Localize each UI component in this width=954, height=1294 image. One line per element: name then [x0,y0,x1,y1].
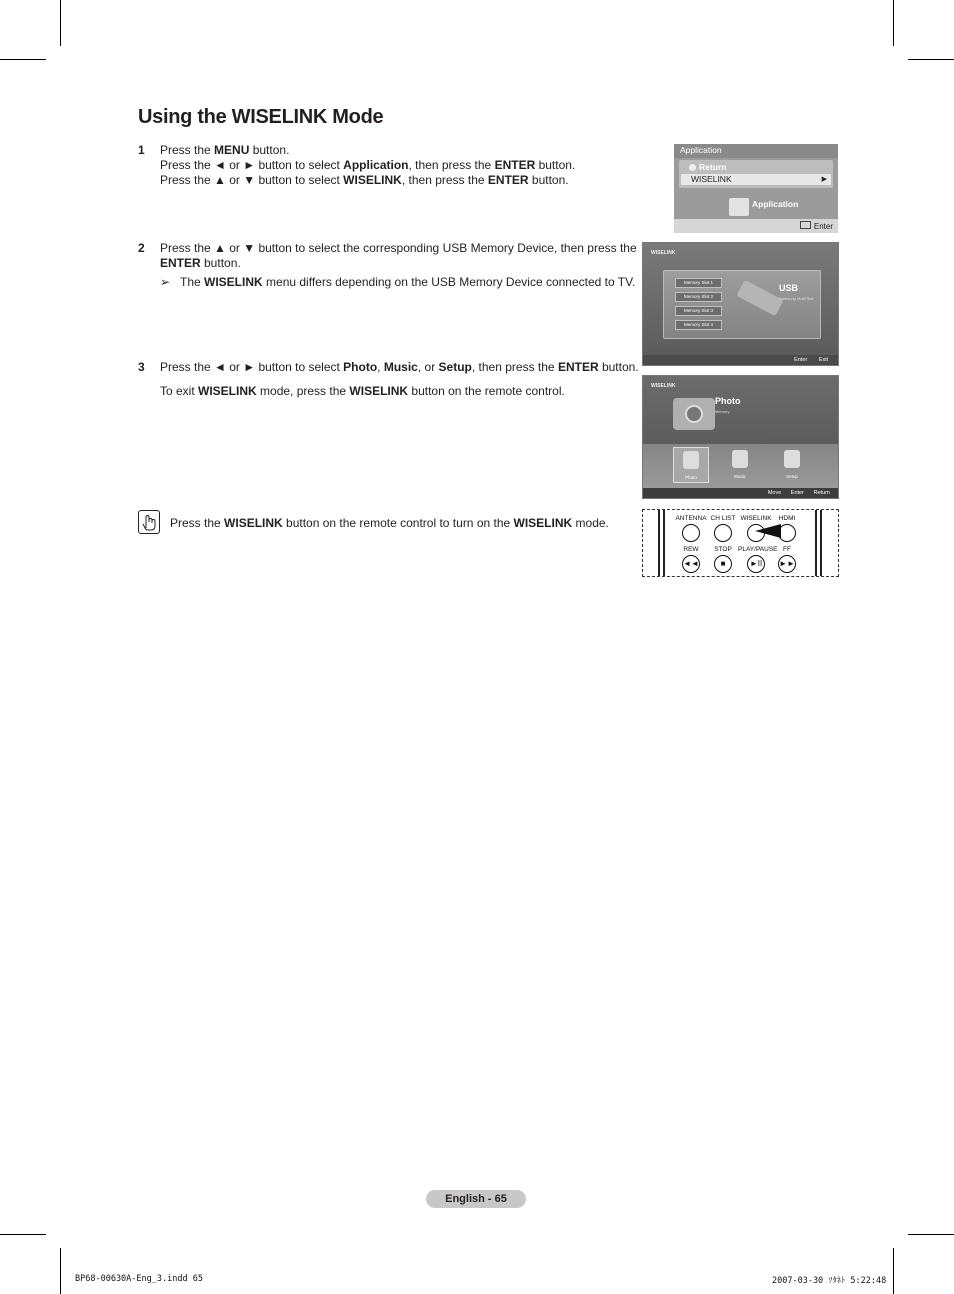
photo-icon [683,451,699,469]
text-run: Press the ◄ or ► button to select [160,158,344,172]
enter-hint [800,221,833,231]
page-number: English - 65 [426,1190,526,1208]
bold-term: MENU [214,143,250,157]
tile-setup [775,447,809,481]
step-lines [160,360,639,375]
crop-mark [60,0,61,46]
screen-footer [643,355,838,365]
usb-sublabel: Samsung Multi Slot [779,296,814,301]
crop-mark [908,59,954,60]
footer-enter: Enter [794,357,808,363]
antenna-label: ANTENNA [675,515,707,522]
memory-slot: Memory Slot 4 [675,320,722,330]
text-line [160,256,637,271]
text-run: To exit [160,384,199,398]
tile-label: Setup [786,474,798,479]
bold-term: WISELINK [343,173,402,187]
pointer-arrow-icon [755,524,781,538]
crop-mark [0,59,46,60]
wiselink-item [681,174,831,185]
tile-label: Music [734,474,746,479]
remote-control-illustration [642,509,839,577]
crop-mark [893,1248,894,1294]
memory-slot: Memory Slot 1 [675,278,722,288]
usb-select-screenshot [642,242,839,366]
text-line [160,143,575,158]
text-run: mode, press the [256,384,350,398]
photo-subheading: Memory [715,409,730,414]
text-run: The [180,275,205,289]
text-line [160,158,575,173]
hand-press-icon [138,510,160,534]
text-run: , then press the [471,360,558,374]
footer-exit: Exit [818,357,828,363]
stop-icon: ■ [714,555,732,573]
application-label: Application [752,199,799,209]
text-run: mode. [572,516,609,530]
crop-mark [60,1248,61,1294]
text-run: Press the ◄ or ► button to select [160,360,344,374]
text-run: button. [535,158,576,172]
step-number: 3 [138,360,145,374]
step-body [160,143,575,188]
photo-heading: Photo [715,396,741,406]
ch-list-label: CH LIST [710,515,736,522]
rewind-icon: ◄◄ [682,555,700,573]
screen-footer [643,488,838,498]
step-body [160,360,639,399]
slug-file: BP68-00630A-Eng_3.indd 65 [75,1274,203,1284]
note [160,275,637,290]
text-run: button. [249,143,290,157]
play-pause-icon: ►II [747,555,765,573]
note-arrow-icon: ➢ [160,275,171,289]
crop-mark [893,0,894,46]
step-body [160,241,637,290]
text-run: button. [598,360,639,374]
remote-edge [663,510,665,576]
text-run: , then press the [401,173,488,187]
enter-label: Enter [813,222,833,231]
text-run: button. [200,256,241,270]
bold-term: ENTER [557,360,599,374]
memory-slot: Memory Slot 3 [675,306,722,316]
menu-header: Application [674,144,838,158]
play-pause-label: PLAY/PAUSE [738,546,778,553]
bold-term: WISELINK [349,384,409,398]
footer-enter: Enter [790,490,804,496]
text-run: button. [528,173,569,187]
remote-edge [658,510,660,576]
camera-icon [673,398,715,430]
text-run: , then press the [408,158,495,172]
wiselink-logo: WISELINK [651,383,676,389]
tile-music [723,447,757,481]
step-1 [138,143,575,188]
usb-drive-icon [736,280,783,317]
bold-term: Setup [438,360,472,374]
crop-mark [0,1234,46,1235]
category-band [643,444,838,488]
bold-term: ENTER [487,173,529,187]
gear-icon [784,450,800,468]
menu-footer [674,219,838,233]
bold-term: WISELINK [198,384,257,398]
fast-forward-icon: ►► [778,555,796,573]
enter-icon [800,221,811,229]
footer-move: Move [767,490,782,496]
text-run: Press the [170,516,225,530]
bold-term: ENTER [494,158,536,172]
text-line [160,360,639,375]
wiselink-logo: WISELINK [651,250,676,256]
tile-photo [673,447,709,483]
return-item [689,162,726,172]
remote-edge [815,510,817,576]
wiselink-main-screenshot [642,375,839,499]
tip-text [170,516,609,531]
step-2 [138,241,637,290]
text-run: button on the remote control. [408,384,565,398]
headphones-icon [732,450,748,468]
text-run: Press the [160,143,215,157]
return-label: Return [699,162,727,172]
bold-term: WISELINK [204,275,263,289]
remote-edge [820,510,822,576]
text-line [160,173,575,188]
note-text [180,275,635,289]
usb-panel [663,270,821,339]
stop-label: STOP [714,546,732,553]
ch-list-button [714,524,732,542]
ff-label: FF [783,546,791,553]
bold-term: WISELINK [513,516,573,530]
step-number: 2 [138,241,145,255]
text-run: button on the remote control to turn on the [282,516,514,530]
exit-instruction [160,384,639,399]
bold-term: WISELINK [224,516,283,530]
bold-term: ENTER [160,256,201,270]
bold-term: Music [383,360,418,374]
slug-date: 2007-03-30 ｿﾀﾈﾄ 5:22:48 [772,1276,887,1286]
text-run: menu differs depending on the USB Memory Device connected to TV. [262,275,636,289]
menu-box [679,160,833,188]
memory-slot: Memory Slot 2 [675,292,722,302]
step-number: 1 [138,143,145,157]
rew-label: REW [683,546,699,553]
crop-mark [908,1234,954,1235]
page-title: Using the WISELINK Mode [138,106,384,128]
arrow-right-icon: ▶ [821,176,827,183]
application-menu-screenshot [674,144,838,233]
bold-term: Application [343,158,409,172]
bold-term: Photo [343,360,378,374]
text-run: , [377,360,384,374]
step-lines [160,241,637,271]
step-3 [138,360,639,399]
wiselink-item-label: WISELINK [691,174,732,184]
return-icon [689,164,696,171]
text-line [160,241,637,256]
text-run: , or [417,360,439,374]
footer-return: Return [813,490,830,496]
text-run: Press the ▲ or ▼ button to select [160,173,344,187]
hdmi-label: HDMI [778,515,796,522]
wiselink-label: WISELINK [740,515,772,522]
usb-label: USB [779,283,799,293]
antenna-button [682,524,700,542]
application-icon [729,198,749,216]
tile-label: Photo [685,475,697,480]
text-run: Press the ▲ or ▼ button to select the corresponding USB Memory Device, then press the [160,241,637,255]
